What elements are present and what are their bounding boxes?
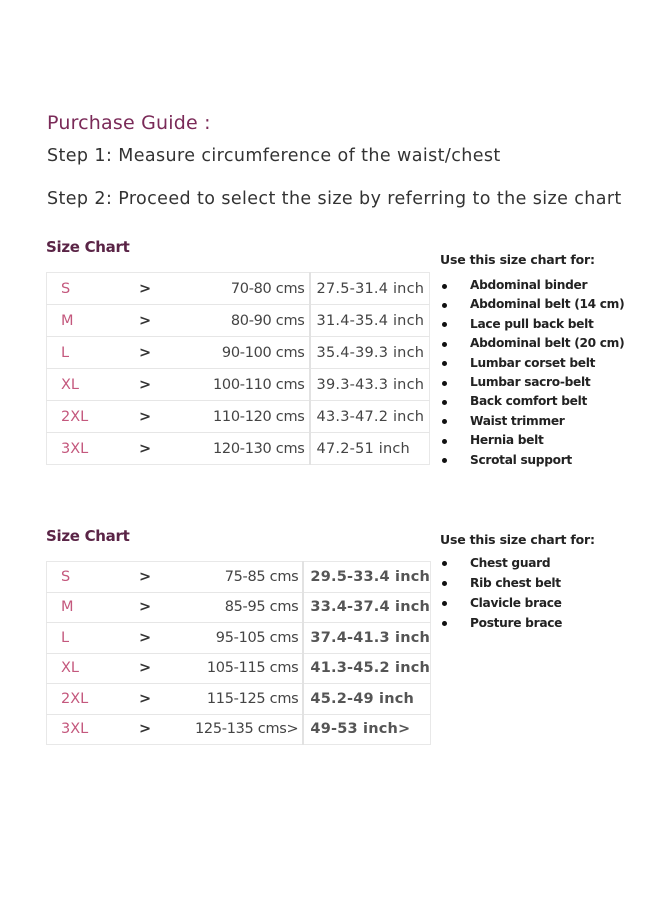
- inch-range: 49-53 inch>: [303, 714, 430, 745]
- bullet-icon: [442, 439, 447, 444]
- arrow-glyph: >: [139, 592, 195, 623]
- cms-range: 95-105 cms: [195, 623, 303, 654]
- bullet-icon: [442, 322, 447, 327]
- size-row: [47, 653, 431, 684]
- step-1-text: Step 1: Measure circumference of the waist/chest: [47, 146, 501, 166]
- size-label: S: [61, 280, 71, 297]
- size-label: M: [47, 305, 140, 337]
- inch-range: 37.4-41.3 inch: [303, 623, 430, 654]
- inch-range: 31.4-35.4 inch: [310, 305, 430, 337]
- size-label: XL: [47, 369, 140, 401]
- cms-range: 100-110 cms: [213, 369, 310, 401]
- use-item-text: Abdominal belt (14 cm): [470, 297, 625, 312]
- inch-range: 41.3-45.2 inch: [303, 653, 430, 684]
- use-list-item: [440, 373, 624, 392]
- use-list-item: [440, 354, 624, 373]
- purchase-guide-title: Purchase Guide :: [47, 112, 211, 134]
- use-list-item: [440, 295, 624, 314]
- inch-range: 39.3-43.3 inch: [310, 369, 430, 401]
- use-item-text: Back comfort belt: [470, 394, 588, 409]
- use-list-item: [440, 334, 624, 353]
- size-row: [47, 714, 431, 745]
- size-row: [47, 684, 431, 715]
- use-list-item: [440, 613, 562, 633]
- size-label: 3XL: [47, 714, 140, 745]
- size-row: [47, 562, 431, 593]
- cms-range: 90-100 cms: [213, 337, 310, 369]
- bullet-icon: [442, 400, 447, 405]
- use-item-text: Posture brace: [470, 616, 563, 630]
- arrow-glyph: >: [139, 623, 195, 654]
- inch-range: 47.2-51 inch: [310, 433, 430, 465]
- bullet-icon: [442, 342, 447, 347]
- bullet-icon: [442, 458, 447, 463]
- arrow-glyph: >: [139, 433, 213, 465]
- inch-range: 33.4-37.4 inch: [303, 592, 430, 623]
- use-item-text: Abdominal belt (20 cm): [470, 336, 625, 351]
- bullet-icon: [442, 381, 447, 386]
- cms-range: 85-95 cms: [195, 592, 303, 623]
- inch-range: 35.4-39.3 inch: [310, 337, 430, 369]
- size-row: [47, 401, 430, 433]
- cms-range: 110-120 cms: [213, 401, 310, 433]
- chest-use-title: Use this size chart for:: [440, 532, 595, 547]
- inch-range: 45.2-49 inch: [303, 684, 430, 715]
- size-label: 3XL: [47, 433, 140, 465]
- arrow-glyph: >: [139, 401, 213, 433]
- arrow-glyph: >: [139, 337, 213, 369]
- chest-size-chart-label: Size Chart: [46, 527, 130, 545]
- size-row: [47, 623, 431, 654]
- arrow-glyph: >: [139, 714, 195, 745]
- use-item-text: Chest guard: [470, 556, 551, 570]
- use-list-item: [440, 276, 624, 295]
- arrow-glyph: >: [139, 280, 152, 297]
- chest-size-table: [46, 561, 431, 745]
- bullet-icon: [442, 581, 447, 586]
- size-label: S: [61, 568, 71, 585]
- use-list-item: [440, 431, 624, 450]
- cms-range: 80-90 cms: [213, 305, 310, 337]
- cms-range: 105-115 cms: [195, 653, 303, 684]
- size-row: [47, 592, 431, 623]
- arrow-glyph: >: [139, 305, 213, 337]
- size-row: [47, 337, 430, 369]
- cms-range: 120-130 cms: [213, 433, 310, 465]
- cms-range: 115-125 cms: [195, 684, 303, 715]
- size-label: L: [47, 623, 140, 654]
- inch-range: 43.3-47.2 inch: [310, 401, 430, 433]
- use-item-text: Lace pull back belt: [470, 316, 594, 331]
- bullet-icon: [442, 561, 447, 566]
- arrow-glyph: >: [139, 684, 195, 715]
- use-item-text: Abdominal binder: [470, 278, 588, 292]
- size-label: 2XL: [47, 401, 140, 433]
- use-item-text: Rib chest belt: [470, 576, 561, 590]
- waist-use-list: [440, 276, 624, 470]
- size-row: [47, 433, 430, 465]
- cms-range: 125-135 cms>: [195, 714, 303, 745]
- size-label: M: [47, 592, 140, 623]
- size-row: [47, 273, 430, 305]
- size-label: XL: [47, 653, 140, 684]
- use-list-item: [440, 392, 624, 411]
- use-item-text: Waist trimmer: [470, 413, 565, 428]
- bullet-icon: [442, 284, 447, 289]
- arrow-glyph: >: [139, 369, 213, 401]
- use-list-item: [440, 412, 624, 431]
- bullet-icon: [442, 303, 447, 308]
- size-label: L: [47, 337, 140, 369]
- use-item-text: Scrotal support: [470, 452, 572, 467]
- arrow-glyph: >: [139, 653, 195, 684]
- use-list-item: [440, 553, 562, 573]
- bullet-icon: [442, 601, 447, 606]
- cms-range: 70-80 cms: [213, 273, 310, 305]
- use-item-text: Clavicle brace: [470, 596, 562, 610]
- chest-use-list: [440, 553, 562, 633]
- cms-range: 75-85 cms: [195, 562, 303, 593]
- step-2-text: Step 2: Proceed to select the size by referring to the size chart: [47, 189, 622, 209]
- waist-size-chart-label: Size Chart: [46, 238, 130, 256]
- bullet-icon: [442, 419, 447, 424]
- use-list-item: [440, 573, 562, 593]
- waist-use-title: Use this size chart for:: [440, 252, 595, 267]
- bullet-icon: [442, 621, 447, 626]
- size-row: [47, 369, 430, 401]
- size-row: [47, 305, 430, 337]
- use-item-text: Hernia belt: [470, 433, 544, 448]
- inch-range: 27.5-31.4 inch: [316, 280, 425, 297]
- arrow-glyph: >: [139, 568, 152, 585]
- size-label: 2XL: [47, 684, 140, 715]
- use-list-item: [440, 593, 562, 613]
- bullet-icon: [442, 361, 447, 366]
- inch-range: 29.5-33.4 inch: [310, 568, 431, 585]
- use-list-item: [440, 315, 624, 334]
- use-list-item: [440, 451, 624, 470]
- use-item-text: Lumbar sacro-belt: [470, 374, 591, 389]
- use-item-text: Lumbar corset belt: [470, 355, 596, 370]
- waist-size-table: [46, 272, 430, 465]
